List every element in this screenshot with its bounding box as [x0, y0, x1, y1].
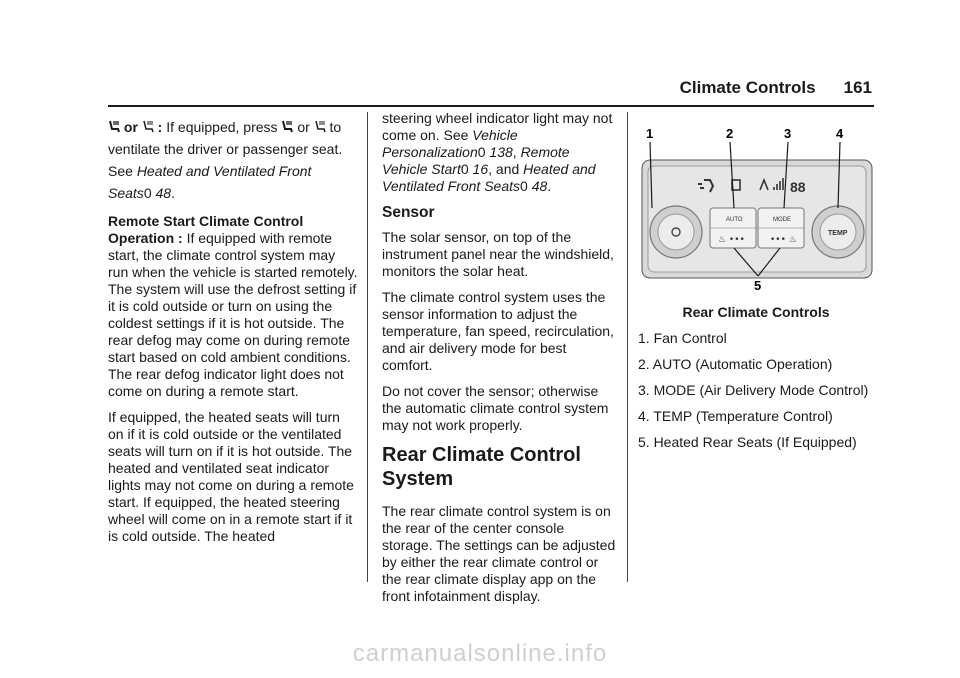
column-3 — [638, 124, 874, 460]
legend-item: 5. Heated Rear Seats (If Equipped) — [638, 434, 857, 450]
left-heated-seat-icon[interactable]: ♨ ••• — [718, 235, 745, 245]
figure-caption: Rear Climate Controls — [682, 304, 830, 320]
remote-start-paragraph — [108, 213, 358, 400]
legend-item: 3. MODE (Air Delivery Mode Control) — [638, 382, 869, 398]
or-text: or — [123, 119, 138, 135]
cross-reference[interactable]: Heated and Ventilated Front Seats — [382, 161, 596, 194]
rear-climate-paragraph: The rear climate control system is on the rear of the center console storage. The settings can be adjusted by either the rear climate control or the rear climate display app on the front infotainment display. — [382, 503, 616, 604]
ventilated-seat-icon — [314, 120, 326, 134]
ref-arrow-icon: 0 — [520, 178, 528, 194]
ventilated-seat-icon — [281, 120, 293, 134]
ref-page[interactable]: 16 — [472, 161, 489, 177]
comma: , — [512, 144, 517, 160]
callout-5: 5 — [754, 278, 762, 293]
or-text-2: or — [297, 119, 310, 135]
heated-seats-paragraph: If equipped, the heated seats will turn on if it is cold outside or the ventilated seats will turn on if it is hot outside. The heated and ventilated seat indicator lights may not come on during a remote start. If equipped, the heated steering wheel will come on in a remote start if it is cold outside. The heated — [108, 409, 354, 544]
vent-text-2: to ventilate the driver or passenger seat. See — [108, 119, 343, 179]
callout-3: 3 — [784, 126, 792, 141]
ref-page[interactable]: 138 — [489, 144, 513, 160]
rear-climate-heading: Rear Climate Control System — [382, 444, 581, 490]
callout-1: 1 — [646, 126, 654, 141]
mode-label: MODE — [773, 217, 791, 223]
callout-4: 4 — [836, 126, 844, 141]
legend-item: 1. Fan Control — [638, 330, 727, 346]
callout-2: 2 — [726, 126, 734, 141]
vent-text-1: If equipped, press — [166, 119, 278, 135]
right-heated-seat-icon[interactable]: ••• ♨ — [770, 235, 797, 245]
ref-arrow-icon: 0 — [477, 144, 486, 160]
ventilated-seat-icon — [108, 120, 120, 134]
cross-reference[interactable]: Heated and Ventilated Front Seats — [108, 163, 312, 201]
legend-list — [638, 330, 874, 451]
page-header — [680, 78, 872, 98]
fan-knob-center — [658, 214, 694, 250]
ref-arrow-icon: 0 — [143, 185, 152, 201]
watermark: carmanualsonline.info — [352, 640, 608, 667]
auto-label: AUTO — [726, 217, 743, 223]
rear-climate-panel-illustration — [638, 124, 874, 294]
section-title: Climate Controls — [679, 78, 816, 97]
ref-page[interactable]: 48 — [531, 178, 548, 194]
sensor-paragraph-1: The solar sensor, on top of the instrument panel near the windshield, monitors the solar heat. — [382, 229, 614, 279]
sensor-paragraph-3: Do not cover the sensor; otherwise the automatic climate control system may not work properly. — [382, 383, 609, 433]
continuation-paragraph — [382, 110, 618, 195]
ventilated-seat-icon — [142, 120, 154, 134]
temp-label: TEMP — [828, 230, 848, 237]
ref-arrow-icon: 0 — [460, 161, 469, 177]
temperature-display: 88 — [790, 179, 806, 195]
rear-climate-controls-figure — [638, 124, 874, 294]
column-divider-1 — [367, 112, 368, 582]
page-number: 161 — [843, 78, 872, 97]
cross-reference[interactable]: Remote Vehicle Start — [382, 144, 570, 177]
legend-item: 2. AUTO (Automatic Operation) — [638, 356, 833, 372]
period: . — [547, 178, 552, 194]
column-divider-2 — [627, 112, 628, 582]
legend-item: 4. TEMP (Temperature Control) — [638, 408, 833, 424]
ref-page[interactable]: 48 — [155, 185, 172, 201]
column-2 — [382, 110, 618, 614]
cross-reference[interactable]: Vehicle Personalization — [382, 127, 518, 160]
colon: : — [157, 119, 163, 135]
and-text: , and — [488, 161, 520, 177]
period: . — [171, 185, 175, 201]
cont-text: steering wheel indicator light may not come on. See — [382, 110, 613, 143]
ventilated-seat-paragraph — [108, 116, 358, 204]
sensor-heading: Sensor — [382, 204, 435, 221]
column-1 — [108, 116, 358, 554]
remote-start-body: If equipped with remote start, the climate control system may run when the vehicle is started remotely. The system will use the defrost setting if it is cold outside or turn on using the coldest settings if it is hot outside. The rear defog may come on during remote start based on cold ambient conditions. The rear defog indicator light does not come on during a remote start. — [108, 230, 358, 399]
remote-start-term: Remote Start Climate Control Operation : — [108, 213, 304, 246]
header-rule — [108, 105, 874, 107]
sensor-paragraph-2: The climate control system uses the sensor information to adjust the temperature, fan speed, recirculation, and air delivery mode for best comfort. — [382, 289, 614, 373]
